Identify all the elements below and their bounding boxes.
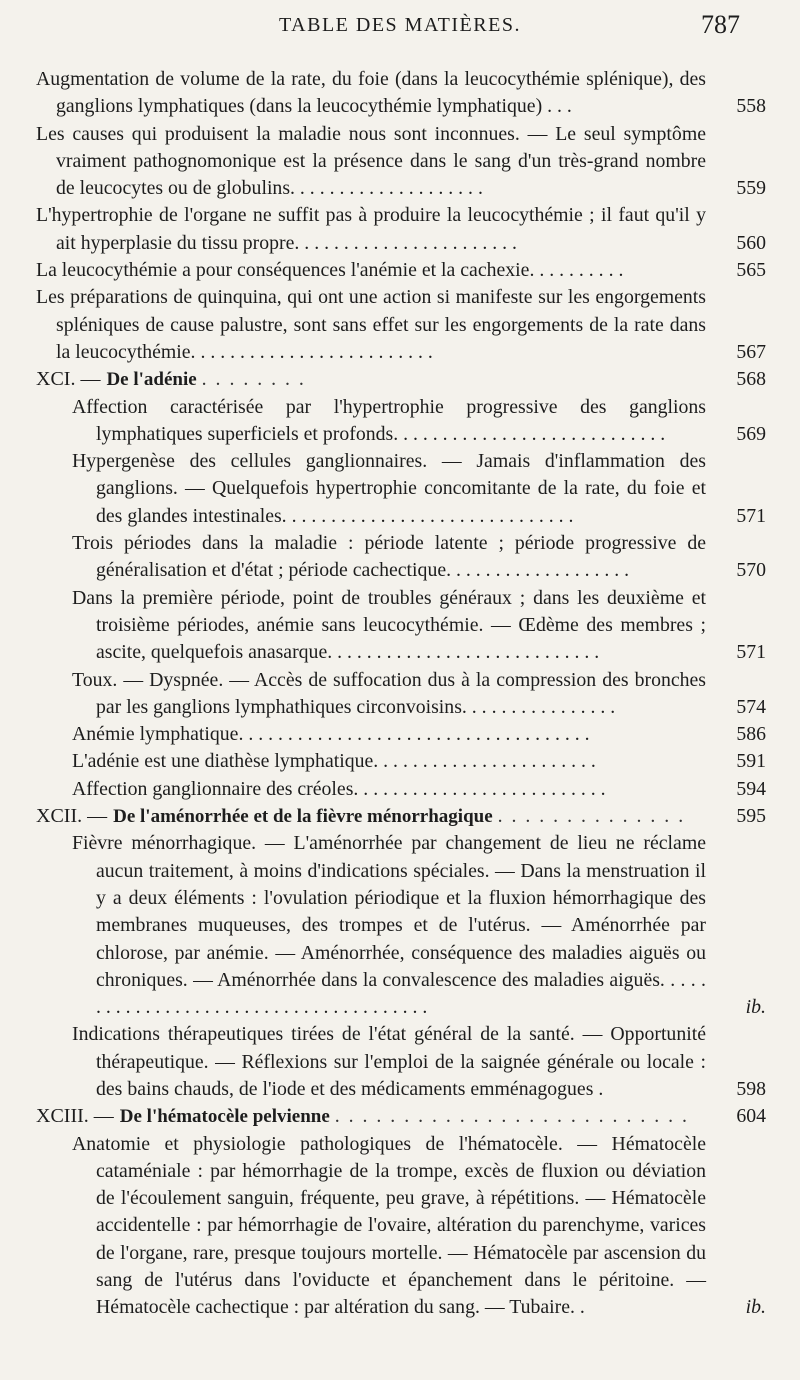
entry-text: Toux. — Dyspnée. — Accès de suffocation dus à la compression des bronches par les ganglions lymphathiques circonvoisins. . . . . . . . . . . . . . . . — [72, 668, 706, 718]
toc-entry — [36, 776, 766, 803]
entry-text: Affection caractérisée par l'hypertrophie progressive des ganglions lymphatiques superficiels et profonds. . . . . . . . . . . . . . . . . . . . . . . . . . . . — [72, 395, 706, 445]
leader-dots: . . . . . . . . . . . . . . . . . . . . . . . . . . — [334, 1105, 689, 1128]
toc-entry — [36, 748, 766, 775]
entry-page-number: 570 — [736, 559, 766, 582]
entry-page-number: 571 — [736, 504, 766, 527]
section-number: XCI. — — [36, 368, 101, 391]
leader-dots: . . . . . . . . — [201, 368, 306, 391]
toc-entry — [36, 721, 766, 748]
toc-entry — [36, 667, 766, 722]
entry-page-number: 586 — [736, 723, 766, 746]
toc-entry — [36, 284, 766, 366]
entry-page-number: 591 — [736, 750, 766, 773]
toc-entry — [36, 830, 766, 1021]
toc-entry — [36, 121, 766, 203]
leader-dots: . . . . . . . . . . . . . . — [497, 805, 686, 828]
section-heading-text — [36, 366, 706, 393]
entry-text: Fièvre ménorrhagique. — L'aménorrhée par changement de lieu ne réclame aucun traitement, à moins d'indications spéciales. — Dans la menstruation il y a deux éléments : l'ovulation périodique et la fluxion hémorrhagique des membranes muqueuses, des trompes et de l'utérus. — Aménorrhée par chlorose, par anémie. — Aménorrhée, conséquence des maladies aiguës ou chroniques. — Aménorrhée dans la convalescence des maladies aiguës. . . . . . . . . . . . . . . . . . . . . . . . . . . . . . . . . . . . . . . — [72, 832, 706, 1019]
toc-section-heading — [36, 366, 766, 393]
section-heading-text — [36, 803, 706, 830]
entry-text: Les causes qui produisent la maladie nous sont inconnues. — Le seul symptôme vraiment pathognomonique est la présence dans le sang d'un très-grand nombre de leucocytes ou de globulins. . . . . . . . . . . . . . . . . . . . — [36, 122, 706, 200]
entry-text: Dans la première période, point de troubles généraux ; dans les deuxième et troisième périodes, anémie sans leucocythémie. — Œdème des membres ; ascite, quelquefois anasarque. . . . . . . . . . . . . . . . . . . . . . . . . . . . — [72, 586, 706, 664]
entry-text: Anémie lymphatique. . . . . . . . . . . . . . . . . . . . . . . . . . . . . . . . . . . . — [72, 723, 590, 746]
section-heading-text — [36, 1103, 706, 1130]
entry-page-number: 574 — [736, 695, 766, 718]
entry-text: Anatomie et physiologie pathologiques de l'hématocèle. — Hématocèle cataméniale : par hémorrhagie de la trompe, excès de fluxion ou déviation de l'écoulement sanguin, fréquente, peu grave, à répétitions. — Hématocèle accidentelle : par hémorrhagie de l'ovaire, altération du parenchyme, varices de l'organe, rare, presque toujours mortelle. — Hématocèle par ascension du sang de l'utérus dans l'oviducte et épanchement dans le péritoine. — Hématocèle cachectique : par altération du sang. — Tubaire. . — [72, 1132, 706, 1319]
toc-section-heading — [36, 1103, 766, 1130]
toc-entry — [36, 448, 766, 530]
entry-page-number: 595 — [736, 805, 766, 828]
toc-entry — [36, 1131, 766, 1322]
running-header-title: TABLE DES MATIÈRES. — [279, 14, 521, 36]
section-title: De l'aménorrhée et de la fièvre ménorrhagique — [113, 806, 493, 828]
toc-entry — [36, 1021, 766, 1103]
toc-entry — [36, 530, 766, 585]
entry-page-number: 569 — [736, 422, 766, 445]
entry-text: Les préparations de quinquina, qui ont une action si manifeste sur les engorgements spléniques de cause palustre, sont sans effet sur les engorgements de la rate dans la leucocythémie. . . . . . . . . . . . . . . . . . . . . . . . . — [36, 286, 706, 363]
entry-text: Indications thérapeutiques tirées de l'état général de la santé. — Opportunité thérapeutique. — Réflexions sur l'emploi de la saignée générale ou locale : des bains chauds, de l'iode et des médicaments emménagogues . — [72, 1023, 706, 1100]
entry-page-number: 571 — [736, 641, 766, 664]
page-number: 787 — [701, 10, 740, 39]
entry-page-number: ib. — [745, 1296, 766, 1319]
toc-section-heading — [36, 803, 766, 830]
section-number: XCIII. — — [36, 1105, 114, 1128]
toc-entry — [36, 394, 766, 449]
entry-page-number: 559 — [736, 177, 766, 200]
section-title: De l'adénie — [106, 369, 197, 391]
entry-text: L'adénie est une diathèse lymphatique. . . . . . . . . . . . . . . . . . . . . . . — [72, 750, 596, 773]
toc-entry — [36, 257, 766, 284]
entry-page-number: 598 — [736, 1077, 766, 1100]
entry-page-number: 565 — [736, 259, 766, 282]
entry-page-number: 560 — [736, 231, 766, 254]
entry-page-number: 568 — [736, 368, 766, 391]
toc-entry — [36, 66, 766, 121]
toc-entry — [36, 585, 766, 667]
entry-text: L'hypertrophie de l'organe ne suffit pas à produire la leucocythémie ; il faut qu'il y ait hyperplasie du tissu propre. . . . . . . . . . . . . . . . . . . . . . . — [36, 204, 706, 254]
entry-text: Affection ganglionnaire des créoles. . . . . . . . . . . . . . . . . . . . . . . . . . — [72, 777, 606, 800]
entry-text: Augmentation de volume de la rate, du foie (dans la leucocythémie splénique), des ganglions lymphatiques (dans la leucocythémie lymphatique) . . . — [36, 68, 706, 118]
entry-text: Trois périodes dans la maladie : période latente ; période progressive de généralisation et d'état ; période cachectique. . . . . . . . . . . . . . . . . . . — [72, 532, 706, 582]
entry-page-number: 567 — [736, 340, 766, 363]
entry-page-number: 558 — [736, 95, 766, 118]
section-number: XCII. — — [36, 805, 108, 828]
toc-entry — [36, 202, 766, 257]
entry-text: La leucocythémie a pour conséquences l'anémie et la cachexie. . . . . . . . . . — [36, 259, 624, 282]
section-title: De l'hématocèle pelvienne — [119, 1106, 330, 1128]
entry-text: Hypergenèse des cellules ganglionnaires. — Jamais d'inflammation des ganglions. — Quelquefois hypertrophie concomitante de la rate, du foie et des glandes intestinales. . . . . . . . . . . . . . . . . . . . . . . . . . . . . . — [72, 450, 706, 527]
toc-entries — [36, 66, 766, 1322]
entry-page-number: ib. — [745, 996, 766, 1019]
entry-page-number: 594 — [736, 777, 766, 800]
entry-page-number: 604 — [736, 1105, 766, 1128]
